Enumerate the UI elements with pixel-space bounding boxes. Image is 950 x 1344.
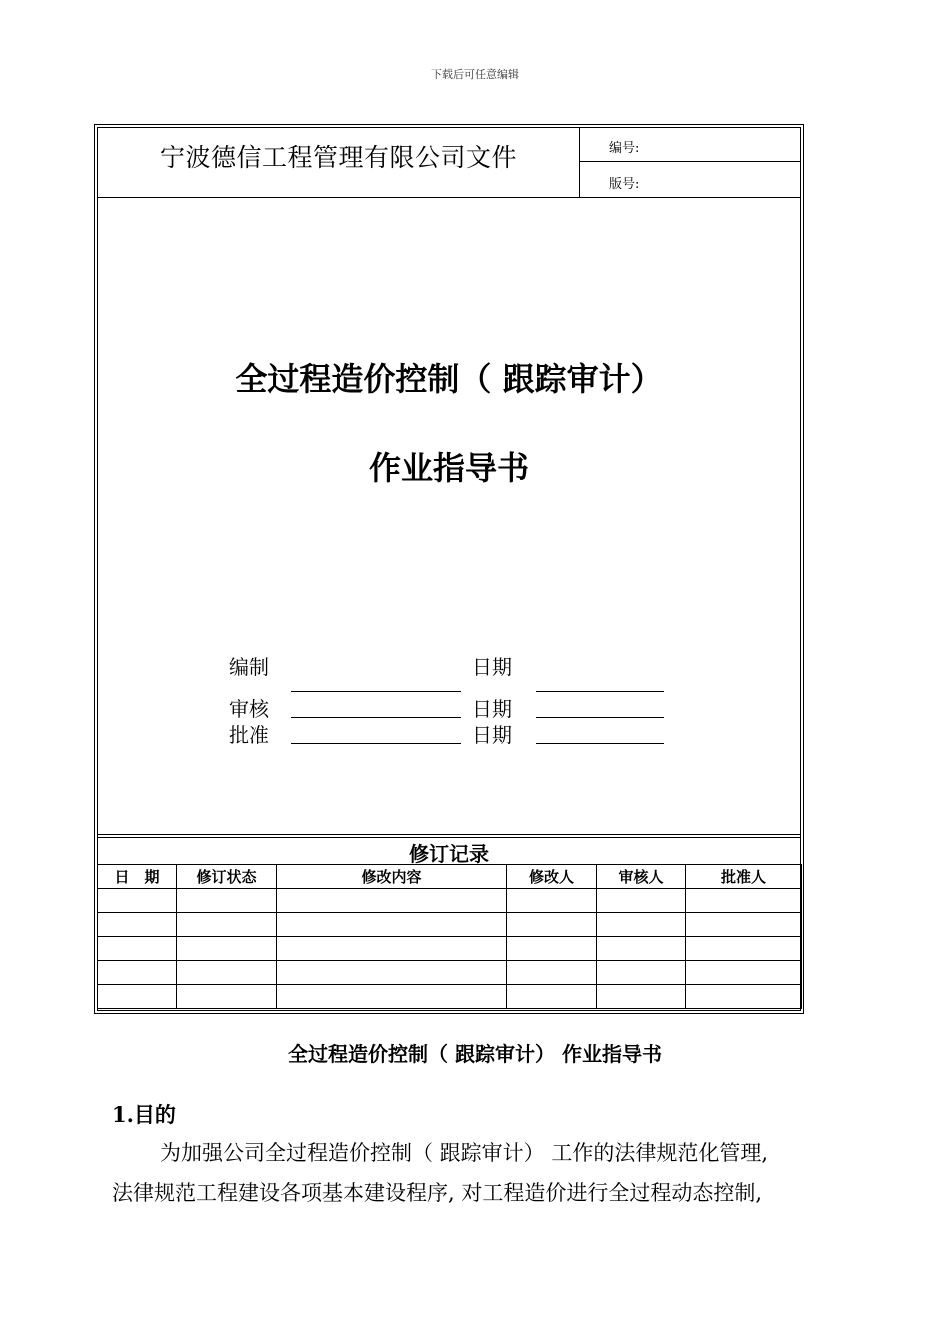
download-note: 下载后可任意编辑 (431, 68, 519, 81)
table-cell (98, 913, 177, 937)
approved-date-line (536, 743, 664, 744)
table-cell (98, 985, 177, 1009)
table-cell (177, 889, 277, 913)
table-cell (507, 985, 597, 1009)
table-cell (507, 889, 597, 913)
header-divider-vertical (579, 127, 580, 197)
table-row (98, 961, 802, 985)
col-content: 修改内容 (277, 865, 507, 889)
revision-header-row (98, 865, 802, 889)
doc-version-label: 版号: (609, 177, 640, 192)
approved-by-line (291, 743, 461, 744)
reviewed-by-line (291, 717, 461, 718)
col-approver: 批准人 (686, 865, 802, 889)
table-row (98, 889, 802, 913)
table-cell (177, 937, 277, 961)
table-cell (98, 961, 177, 985)
company-name: 宁波德信工程管理有限公司文件 (159, 143, 517, 172)
header-divider-meta (579, 161, 801, 162)
table-cell (177, 913, 277, 937)
table-cell (507, 961, 597, 985)
cover-title: 全过程造价控制（ 跟踪审计） (235, 360, 663, 398)
document-title: 全过程造价控制（ 跟踪审计） 作业指导书 (288, 1042, 662, 1066)
col-reviewer: 审核人 (597, 865, 686, 889)
col-status: 修订状态 (177, 865, 277, 889)
reviewed-date-line (536, 717, 664, 718)
table-cell (597, 913, 686, 937)
table-cell (597, 937, 686, 961)
table-cell (686, 985, 802, 1009)
table-cell (277, 937, 507, 961)
table-cell (507, 913, 597, 937)
table-cell (686, 913, 802, 937)
table-cell (98, 889, 177, 913)
table-row (98, 913, 802, 937)
table-cell (686, 937, 802, 961)
col-modifier: 修改人 (507, 865, 597, 889)
paragraph-line: 为加强公司全过程造价控制（ 跟踪审计） 工作的法律规范化管理, (160, 1141, 769, 1165)
section-heading-purpose: 1.目的 (112, 1102, 176, 1127)
approved-by-label: 批准 (229, 723, 269, 747)
revision-table (97, 864, 802, 1009)
compiled-date-label: 日期 (472, 655, 512, 679)
revision-title: 修订记录 (409, 842, 489, 866)
reviewed-date-label: 日期 (472, 697, 512, 721)
compiled-by-line (291, 691, 461, 692)
compiled-by-label: 编制 (229, 655, 269, 679)
compiled-date-line (536, 691, 664, 692)
table-cell (277, 913, 507, 937)
approved-date-label: 日期 (472, 723, 512, 747)
table-cell (177, 985, 277, 1009)
table-cell (597, 961, 686, 985)
table-cell (277, 961, 507, 985)
table-cell (277, 985, 507, 1009)
table-cell (597, 985, 686, 1009)
header-bottom-rule (97, 197, 801, 198)
table-row (98, 985, 802, 1009)
reviewed-by-label: 审核 (229, 697, 269, 721)
paragraph-line: 法律规范工程建设各项基本建设程序, 对工程造价进行全过程动态控制, (112, 1181, 763, 1205)
table-cell (177, 961, 277, 985)
table-cell (597, 889, 686, 913)
col-date: 日 期 (98, 865, 177, 889)
doc-number-label: 编号: (609, 141, 640, 156)
table-cell (98, 937, 177, 961)
cover-subtitle: 作业指导书 (368, 449, 529, 487)
table-cell (686, 889, 802, 913)
table-cell (507, 937, 597, 961)
table-cell (686, 961, 802, 985)
table-row (98, 937, 802, 961)
revision-rule-top (97, 834, 801, 835)
table-cell (277, 889, 507, 913)
